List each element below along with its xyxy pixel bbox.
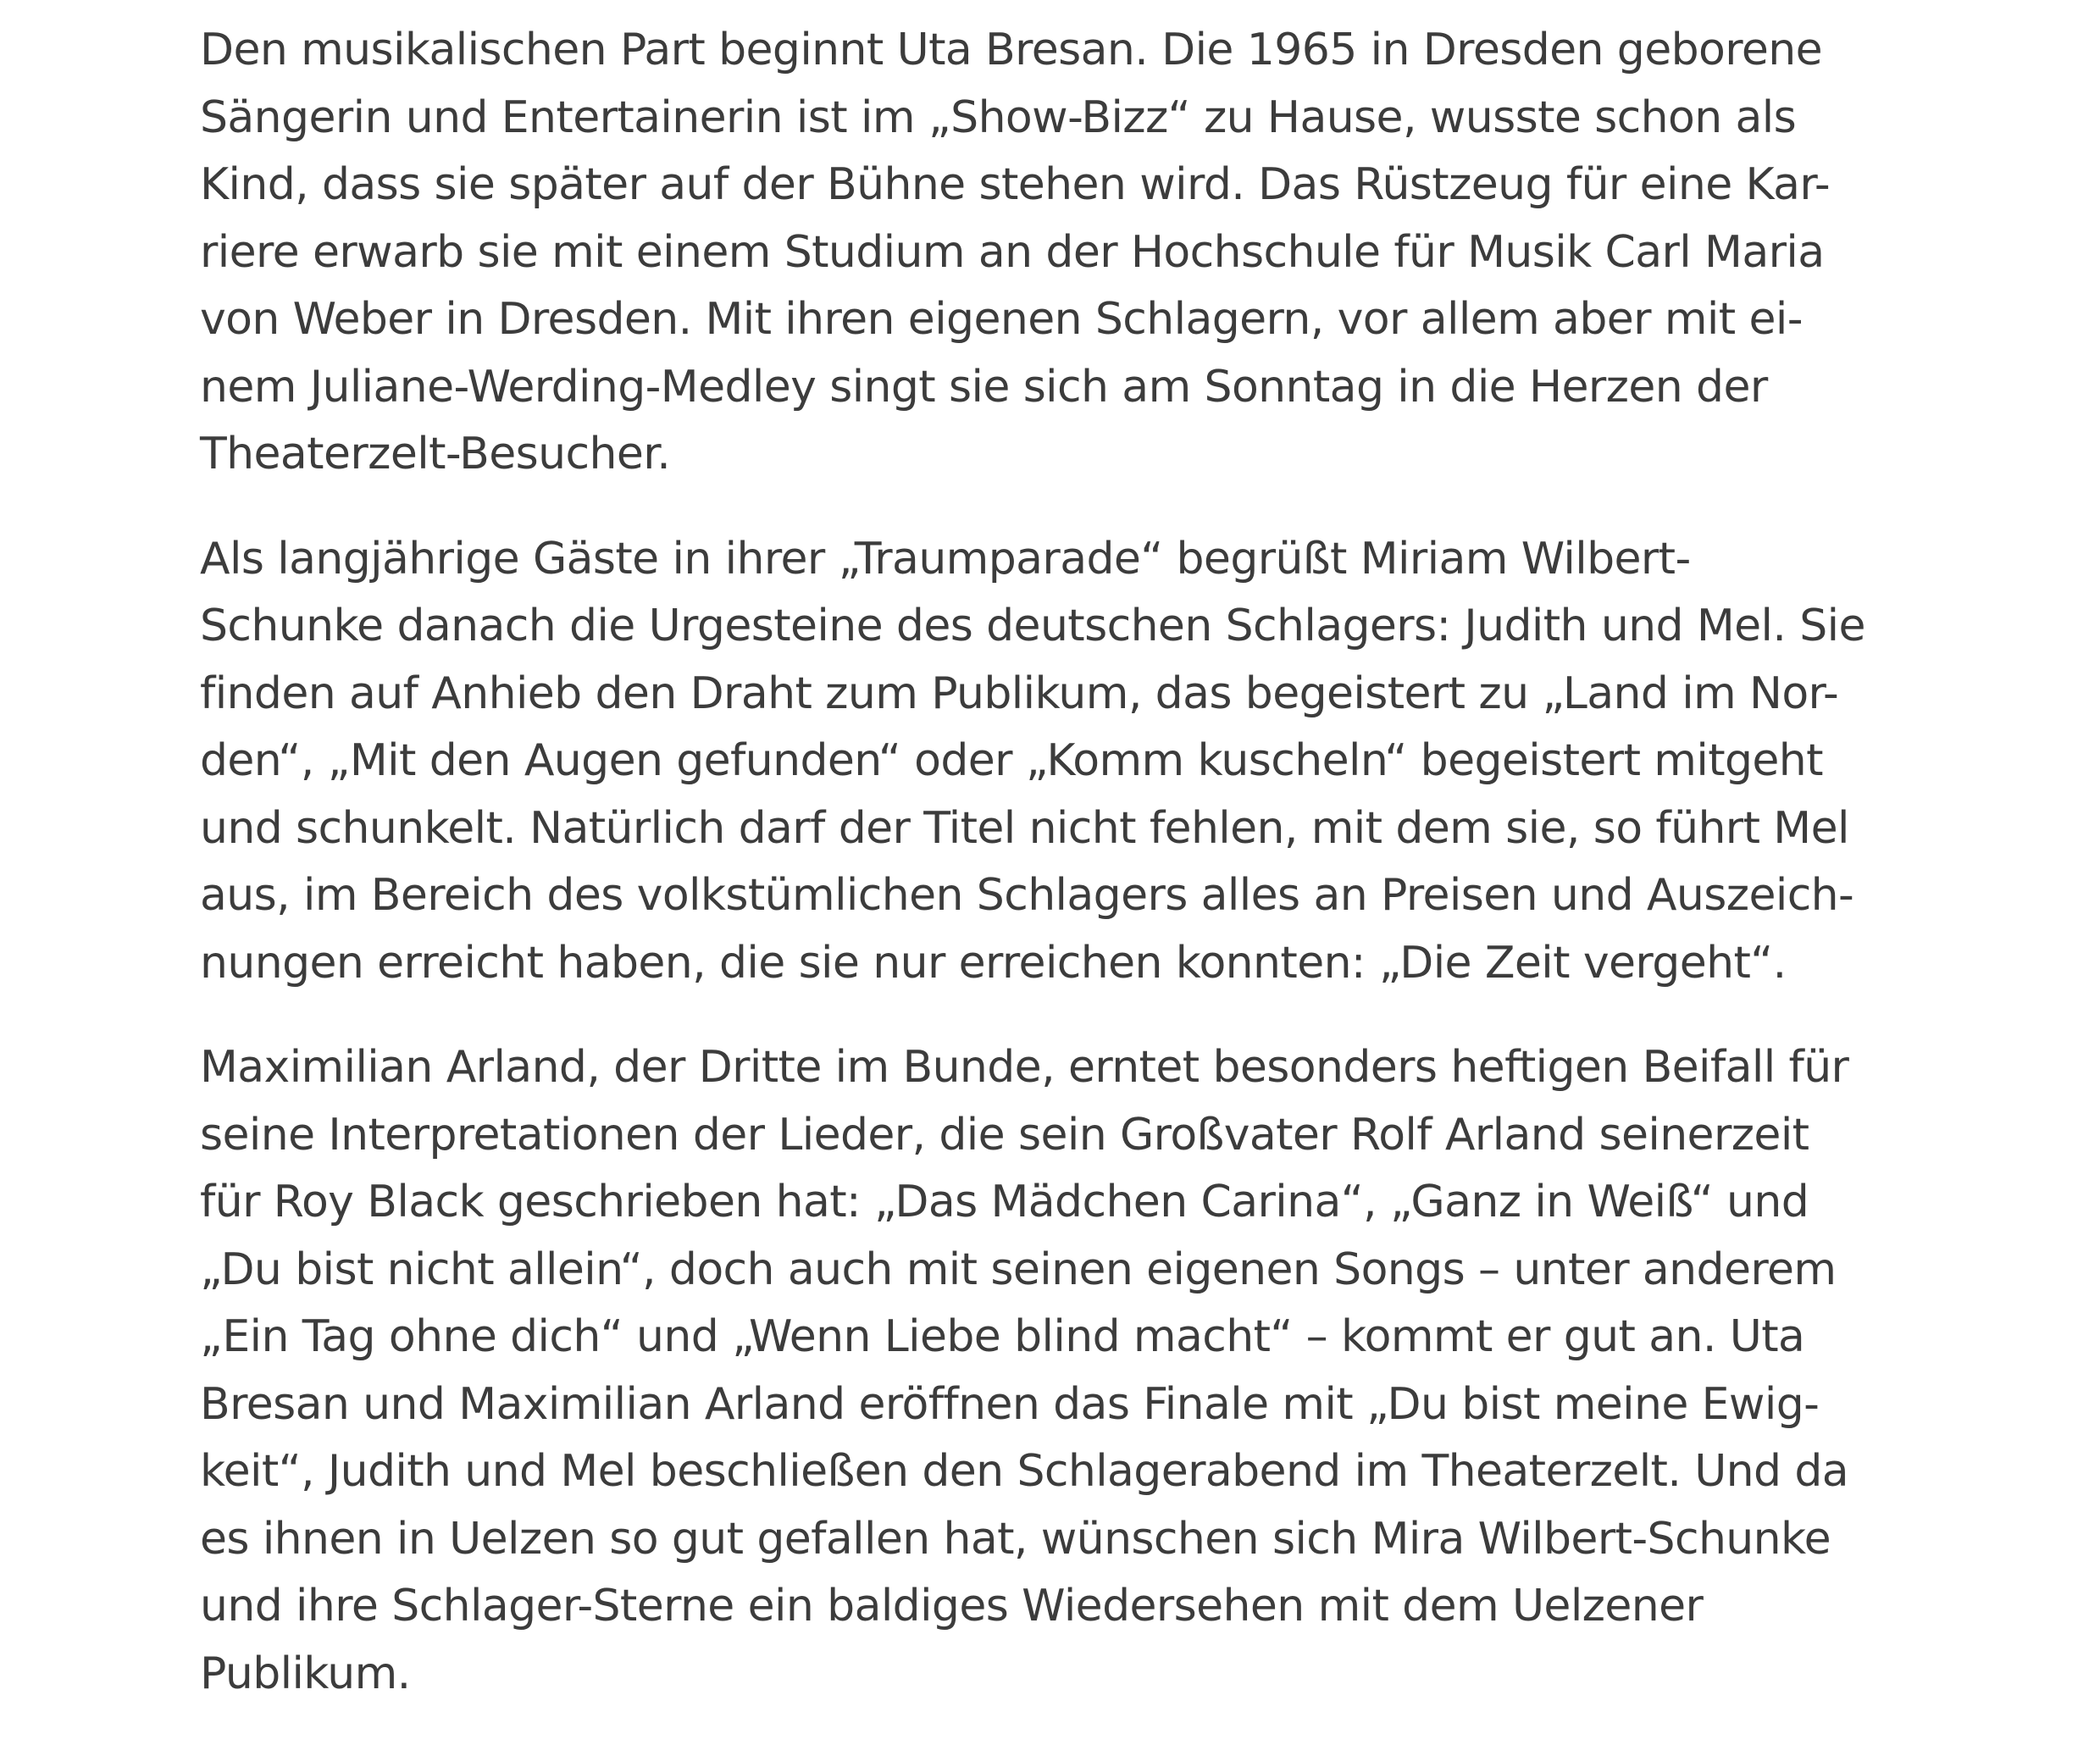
text-line: Kind, dass sie später auf der Bühne stehen wird. Das Rüstzeug für eine Kar- — [200, 159, 1831, 210]
text-line: es ihnen in Uelzen so gut gefallen hat, wünschen sich Mira Wilbert-Schunke — [200, 1513, 1831, 1565]
text-line: Sängerin und Entertainerin ist im „Show-Bizz“ zu Hause, wusste schon als — [200, 91, 1797, 143]
text-line: seine Interpretationen der Lieder, die sein Großvater Rolf Arland seinerzeit — [200, 1109, 1809, 1161]
text-line: keit“, Judith und Mel beschließen den Schlagerabend im Theaterzelt. Und da — [200, 1446, 1849, 1497]
paragraph-1 — [200, 17, 1928, 489]
paragraph-3 — [200, 1034, 1928, 1708]
text-line: Schunke danach die Urgesteine des deutschen Schlagers: Judith und Mel. Sie — [200, 601, 1865, 651]
text-line: den“, „Mit den Augen gefunden“ oder „Komm kuscheln“ begeistert mitgeht — [200, 735, 1823, 786]
text-line: nungen erreicht haben, die sie nur erreichen konnten: „Die Zeit vergeht“. — [200, 937, 1787, 989]
text-line: riere erwarb sie mit einem Studium an der Hochschule für Musik Carl Maria — [200, 226, 1825, 278]
text-line: Maximilian Arland, der Dritte im Bunde, erntet besonders heftigen Beifall für — [200, 1042, 1849, 1093]
text-line: Bresan und Maximilian Arland eröffnen das Finale mit „Du bist meine Ewig- — [200, 1378, 1820, 1430]
text-line: aus, im Bereich des volkstümlichen Schlagers alles an Preisen und Auszeich- — [200, 870, 1854, 921]
text-line: Theaterzelt-Besucher. — [200, 429, 671, 479]
paragraph-2 — [200, 526, 1928, 998]
text-line: und ihre Schlager-Sterne ein baldiges Wiedersehen mit dem Uelzener — [200, 1581, 1704, 1631]
text-line: von Weber in Dresden. Mit ihren eigenen Schlagern, vor allem aber mit ei- — [200, 294, 1803, 345]
text-line: finden auf Anhieb den Draht zum Publikum, das begeistert zu „Land im Nor- — [200, 668, 1839, 719]
text-line: für Roy Black geschrieben hat: „Das Mädchen Carina“, „Ganz in Weiß“ und — [200, 1177, 1809, 1227]
text-line: Den musikalischen Part beginnt Uta Bresan. Die 1965 in Dresden geborene — [200, 25, 1822, 75]
text-line: Als langjährige Gäste in ihrer „Traumparade“ begrüßt Miriam Wilbert- — [200, 533, 1691, 584]
text-line: Publikum. — [200, 1648, 411, 1699]
text-line: „Du bist nicht allein“, doch auch mit seinen eigenen Songs – unter anderem — [200, 1244, 1837, 1295]
article-body — [200, 17, 1928, 1745]
text-line: nem Juliane-Werding-Medley singt sie sich am Sonntag in die Herzen der — [200, 361, 1768, 413]
text-line: und schunkelt. Natürlich darf der Titel nicht fehlen, mit dem sie, so führt Mel — [200, 802, 1849, 854]
text-line: „Ein Tag ohne dich“ und „Wenn Liebe blind macht“ – kommt er gut an. Uta — [200, 1311, 1805, 1362]
